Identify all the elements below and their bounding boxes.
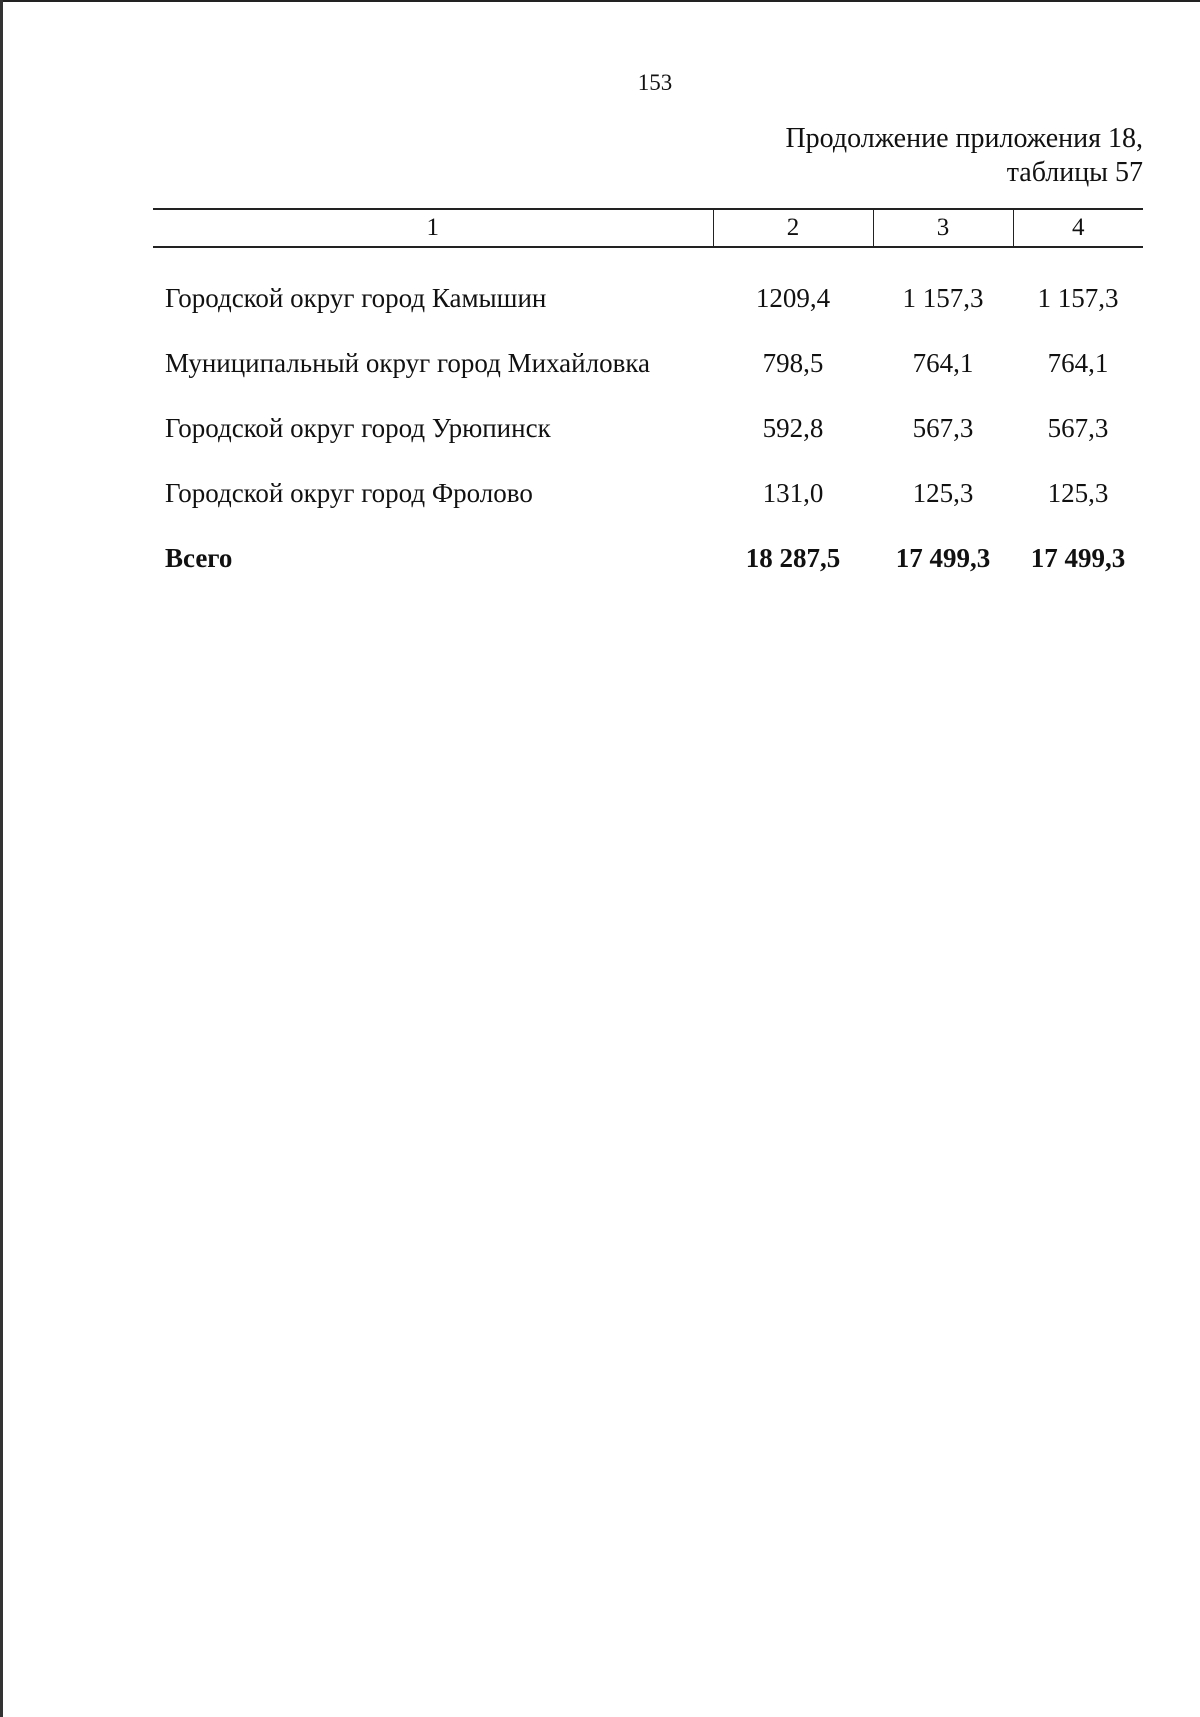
table-row [153, 461, 1143, 526]
continuation-heading [785, 122, 1143, 190]
column-number-4: 4 [1013, 209, 1143, 247]
table-row [153, 396, 1143, 461]
continuation-line-2: таблицы 57 [1006, 157, 1143, 188]
column-number-2: 2 [713, 209, 873, 247]
data-table [153, 208, 1143, 591]
page-number: 153 [637, 70, 673, 95]
row-value-col3: 764,1 [912, 348, 974, 378]
total-value-col4: 17 499,3 [1030, 543, 1126, 573]
row-name: Муниципальный округ город Михайловка [165, 348, 651, 378]
row-value-col2: 131,0 [762, 478, 824, 508]
table-row [153, 331, 1143, 396]
row-value-col2: 798,5 [762, 348, 824, 378]
continuation-line-1: Продолжение приложения 18, [785, 123, 1143, 154]
row-value-col3: 125,3 [912, 478, 974, 508]
row-value-col2: 1209,4 [755, 283, 831, 313]
row-name: Городской округ город Урюпинск [165, 413, 551, 443]
column-number-3: 3 [873, 209, 1013, 247]
total-value-col2: 18 287,5 [745, 543, 841, 573]
row-value-col3: 1 157,3 [902, 283, 984, 313]
row-value-col3: 567,3 [912, 413, 974, 443]
row-value-col4: 1 157,3 [1037, 283, 1119, 313]
total-value-col3: 17 499,3 [895, 543, 991, 573]
total-row [153, 526, 1143, 591]
total-label: Всего [165, 543, 233, 573]
row-value-col4: 764,1 [1047, 348, 1109, 378]
row-value-col2: 592,8 [762, 413, 824, 443]
scan-edge-top [0, 0, 1200, 2]
row-name: Городской округ город Камышин [165, 283, 547, 313]
row-value-col4: 567,3 [1047, 413, 1109, 443]
row-value-col4: 125,3 [1047, 478, 1109, 508]
table-row [153, 247, 1143, 331]
row-name: Городской округ город Фролово [165, 478, 533, 508]
column-number-row [153, 209, 1143, 247]
scan-edge-left [0, 0, 3, 1717]
column-number-1: 1 [153, 209, 713, 247]
